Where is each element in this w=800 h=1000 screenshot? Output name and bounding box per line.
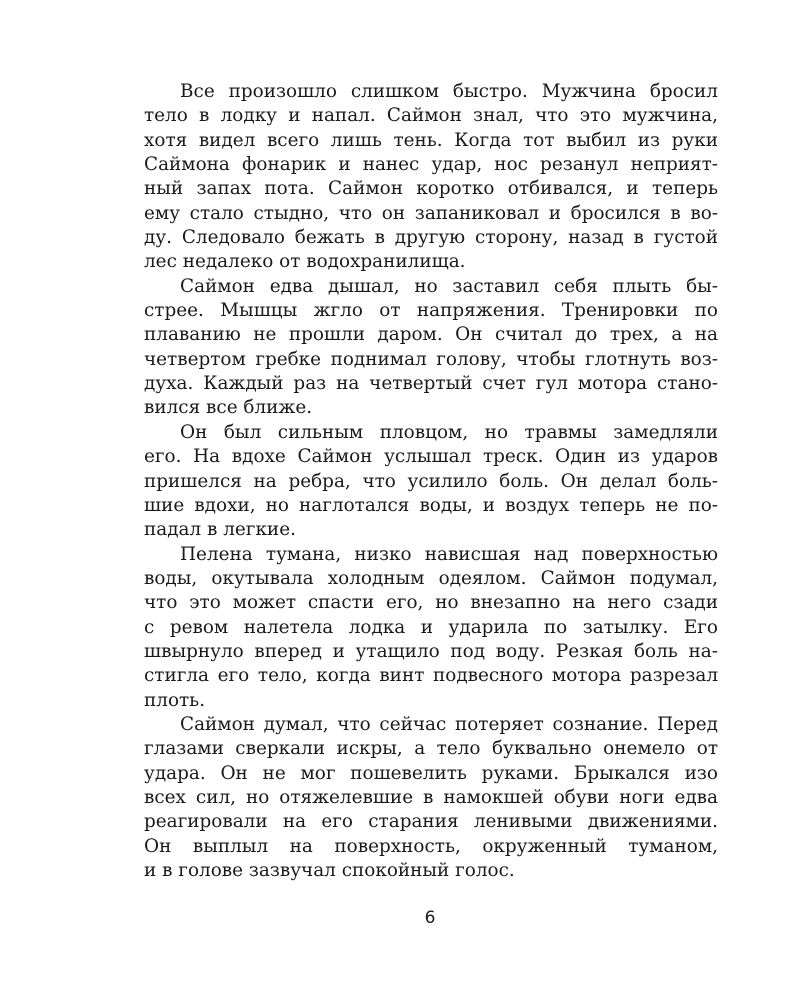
text-line: Пелена тумана, низко нависшая над поверхностью bbox=[180, 543, 718, 565]
text-line: четвертом гребке поднимал голову, чтобы глотнуть воз- bbox=[144, 348, 718, 370]
text-line: лес недалеко от водохранилища. bbox=[144, 251, 466, 273]
text-line: воды, окутывала холодным одеялом. Саймон подумал, bbox=[144, 567, 718, 589]
text-line: реагировали на его старания ленивыми движениями. bbox=[144, 811, 718, 833]
text-line: швырнуло вперед и утащило под воду. Резкая боль на- bbox=[144, 640, 718, 662]
paragraph bbox=[144, 713, 718, 883]
text-line: ему стало стыдно, что он запаниковал и бросился в во- bbox=[144, 202, 718, 224]
text-line: и в голове зазвучал спокойный голос. bbox=[144, 860, 515, 881]
text-line: Саймон едва дышал, но заставил себя плыть бы- bbox=[180, 275, 718, 297]
text-line: его. На вдохе Саймон услышал треск. Один из ударов bbox=[144, 446, 718, 468]
body-text bbox=[144, 80, 718, 883]
text-line: ду. Следовало бежать в другую сторону, назад в густой bbox=[144, 227, 718, 249]
text-line: Саймон думал, что сейчас потеряет сознание. Перед bbox=[180, 713, 718, 735]
paragraph bbox=[144, 421, 718, 543]
text-line: хотя видел всего лишь тень. Когда тот выбил из руки bbox=[144, 129, 718, 151]
text-line: ный запах пота. Саймон коротко отбивался, и теперь bbox=[144, 178, 718, 200]
text-line: вился все ближе. bbox=[144, 397, 313, 419]
text-line: с ревом налетела лодка и ударила по затылку. Его bbox=[144, 616, 718, 638]
text-line: Он выплыл на поверхность, окруженный туманом, bbox=[144, 835, 718, 857]
paragraph bbox=[144, 275, 718, 421]
text-line: что это может спасти его, но внезапно на него сзади bbox=[144, 592, 718, 614]
text-line: падал в легкие. bbox=[144, 519, 296, 541]
text-line: глазами сверкали искры, а тело буквально онемело от bbox=[144, 738, 718, 760]
text-line: удара. Он не мог пошевелить руками. Брыкался изо bbox=[144, 762, 718, 784]
page-number: 6 bbox=[424, 908, 436, 928]
text-line: пришелся на ребра, что усилило боль. Он делал боль- bbox=[144, 470, 718, 492]
text-line: плаванию не прошли даром. Он считал до трех, а на bbox=[144, 324, 718, 346]
text-line: стигла его тело, когда винт подвесного мотора разрезал bbox=[144, 665, 718, 687]
text-line: плоть. bbox=[144, 689, 206, 711]
paragraph bbox=[144, 80, 718, 275]
text-line: стрее. Мышцы жгло от напряжения. Тренировки по bbox=[144, 300, 718, 322]
text-line: шие вдохи, но наглотался воды, и воздух теперь не по- bbox=[144, 494, 718, 516]
text-line: тело в лодку и напал. Саймон знал, что это мужчина, bbox=[144, 105, 718, 127]
text-line: всех сил, но отяжелевшие в намокшей обуви ноги едва bbox=[144, 786, 718, 808]
text-line: Он был сильным пловцом, но травмы замедляли bbox=[180, 421, 718, 443]
text-line: Саймона фонарик и нанес удар, нос резанул неприят- bbox=[144, 154, 718, 176]
text-line: Все произошло слишком быстро. Мужчина бросил bbox=[180, 81, 718, 102]
text-line: духа. Каждый раз на четвертый счет гул мотора стано- bbox=[144, 373, 718, 395]
paragraph bbox=[144, 543, 718, 713]
